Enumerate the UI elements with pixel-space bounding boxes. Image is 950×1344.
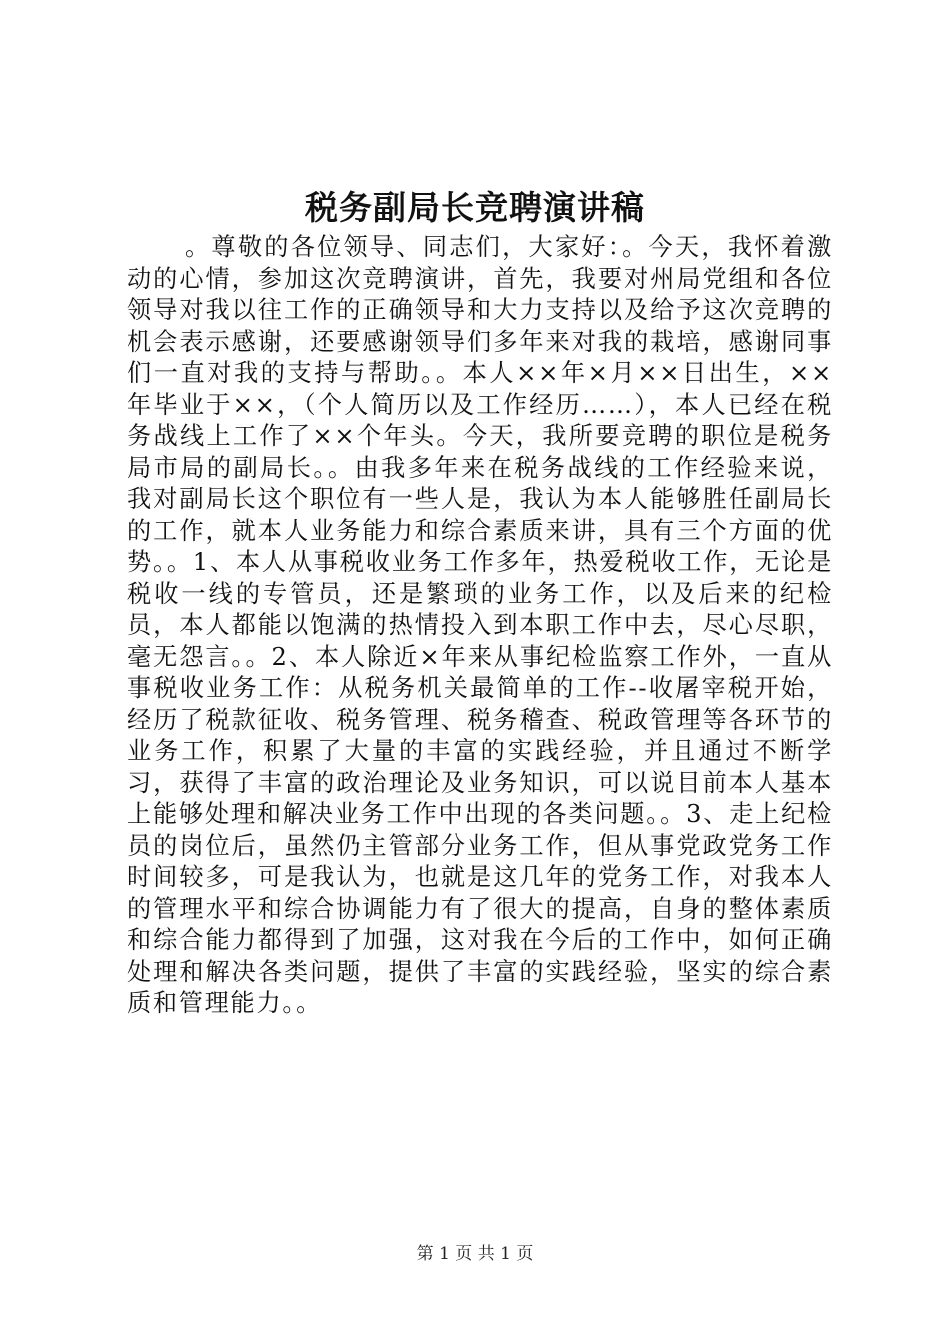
page-footer: 第 1 页 共 1 页 <box>416 1244 534 1264</box>
document-body: 。尊敬的各位领导、同志们，大家好：。今天，我怀着激动的心情，参加这次竞聘演讲，首先，我要对州局党组和各位领导对我以往工作的正确领导和大力支持以及给予这次竞聘的机会表示感谢，还要感谢领导们多年来对我的栽培，感谢同事们一直对我的支持与帮助。。本人××年×月××日出生，××年毕业于××，（个人简历以及工作经历……），本人已经在税务战线上工作了××个年头。今天，我所要竞聘的职位是税务局市局的副局长。。由我多年来在税务战线的工作经验来说，我对副局长这个职位有一些人是，我认为本人能够胜任副局长的工作，就本人业务能力和综合素质来讲，具有三个方面的优势。。1、本人从事税收业务工作多年，热爱税收工作，无论是税收一线的专管员，还是繁琐的业务工作，以及后来的纪检员，本人都能以饱满的热情投入到本职工作中去，尽心尽职，毫无怨言。。2、本人除近×年来从事纪检监察工作外，一直从事税收业务工作：从税务机关最简单的工作--收屠宰税开始，经历了税款征收、税务管理、税务稽查、税政管理等各环节的业务工作，积累了大量的丰富的实践经验，并且通过不断学习，获得了丰富的政治理论及业务知识，可以说目前本人基本上能够处理和解决业务工作中出现的各类问题。。3、走上纪检员的岗位后，虽然仍主管部分业务工作，但从事党政党务工作时间较多，可是我认为，也就是这几年的党务工作，对我本人的管理水平和综合协调能力有了很大的提高，自身的整体素质和综合能力都得到了加强，这对我在今后的工作中，如何正确处理和解决各类问题，提供了丰富的实践经验，坚实的综合素质和管理能力。。 <box>127 233 833 1017</box>
document-title: 税务副局长竞聘演讲稿 <box>305 188 645 227</box>
